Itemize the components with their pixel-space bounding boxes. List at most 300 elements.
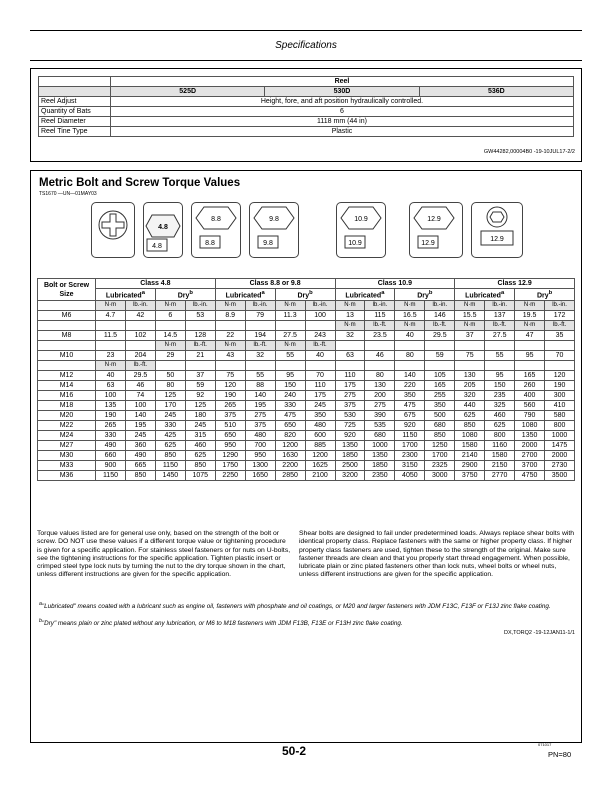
torque-value: 1750 — [215, 461, 245, 471]
torque-value: 200 — [365, 391, 395, 401]
torque-value: 1650 — [245, 471, 275, 481]
torque-value: 1300 — [245, 461, 275, 471]
reel-row-value: 1118 mm (44 in) — [111, 117, 574, 127]
torque-value: 2900 — [455, 461, 485, 471]
torque-value: 3000 — [425, 471, 455, 481]
torque-value: 300 — [545, 391, 575, 401]
torque-value: 350 — [395, 391, 425, 401]
torque-value: 460 — [185, 441, 215, 451]
torque-value: 92 — [185, 391, 215, 401]
torque-value: 4050 — [395, 471, 425, 481]
table-row — [39, 97, 574, 107]
torque-value: 330 — [275, 401, 305, 411]
torque-value: 3750 — [455, 471, 485, 481]
torque-value: 46 — [125, 381, 155, 391]
torque-value: 80 — [155, 381, 185, 391]
torque-value: 850 — [425, 431, 455, 441]
torque-value: 146 — [425, 311, 455, 321]
dry-header: Dry$^b$ — [395, 289, 455, 301]
note-left: Torque values listed are for general use only, based on the strength of the bolt or screw. DO NOT use these values if a different torque value or tightening procedure is given for a specific application. For stainless steel fasteners or for nuts on U-bolts, see the tightening instructions for the specific application. Tighten plastic insert or crimped steel type lock nuts by turning the nut to the dry torque shown in the chart, unless different instructions are given for the specific application. — [37, 530, 291, 579]
bolt-size: M16 — [38, 391, 96, 401]
torque-value: 390 — [365, 411, 395, 421]
reel-row-label: Quantity of Bats — [39, 107, 111, 117]
torque-table — [37, 278, 575, 481]
nut-label: 10.9 — [348, 240, 362, 247]
torque-value: 110 — [335, 371, 365, 381]
torque-value: 1850 — [365, 461, 395, 471]
nut-label: 9.8 — [263, 240, 273, 247]
torque-value: 19.5 — [515, 311, 545, 321]
torque-value: 315 — [185, 431, 215, 441]
torque-value: 63 — [96, 381, 126, 391]
torque-value: 150 — [275, 381, 305, 391]
torque-value: 1580 — [485, 451, 515, 461]
socket-head-12-9-icon — [471, 202, 523, 258]
torque-value: 4.7 — [96, 311, 126, 321]
table-row — [39, 117, 574, 127]
torque-value: 40 — [395, 331, 425, 341]
torque-value: 140 — [125, 411, 155, 421]
torque-value: 790 — [515, 411, 545, 421]
torque-value: 32 — [245, 351, 275, 361]
torque-value: 330 — [96, 431, 126, 441]
torque-value: 650 — [275, 421, 305, 431]
unit-label: N·m — [515, 321, 545, 331]
table-row — [38, 461, 575, 471]
nut-4-8-icon — [143, 237, 183, 263]
torque-value: 410 — [545, 401, 575, 411]
torque-value: 1080 — [455, 431, 485, 441]
torque-title: Metric Bolt and Screw Torque Values — [39, 177, 241, 189]
unit-label — [125, 321, 155, 331]
unit-label: N·m — [96, 361, 126, 371]
torque-value: 275 — [365, 401, 395, 411]
unit-label: lb.-in. — [485, 301, 515, 311]
unit-label — [365, 341, 395, 351]
unit-label: lb.-ft. — [185, 341, 215, 351]
table-row — [38, 391, 575, 401]
unit-label: lb.-ft. — [245, 341, 275, 351]
footnote-b: $^b$"Dry" means plain or zinc plated without any lubrication, or M6 to M18 fasteners with JDM F13B, F13E or F13H zinc flake coating. — [39, 618, 403, 628]
table-row — [38, 411, 575, 421]
torque-value: 102 — [125, 331, 155, 341]
torque-value: 1075 — [185, 471, 215, 481]
bolt-size: M12 — [38, 371, 96, 381]
torque-value: 40 — [96, 371, 126, 381]
unit-label — [425, 341, 455, 351]
unit-label: lb.-ft. — [545, 321, 575, 331]
unit-label: N·m — [455, 301, 485, 311]
torque-value: 11.3 — [275, 311, 305, 321]
torque-value: 137 — [485, 311, 515, 321]
unit-label: lb.-ft. — [305, 341, 335, 351]
torque-value: 75 — [455, 351, 485, 361]
torque-value: 460 — [485, 411, 515, 421]
torque-value: 8.9 — [215, 311, 245, 321]
unit-row — [38, 361, 575, 371]
bolt-head-8-8-icon — [191, 202, 241, 258]
torque-value: 55 — [275, 351, 305, 361]
unit-label: N·m — [515, 301, 545, 311]
unit-label — [515, 361, 545, 371]
reel-row-label: Reel Tine Type — [39, 127, 111, 137]
unit-label — [155, 321, 185, 331]
torque-value: 2150 — [485, 461, 515, 471]
unit-label — [545, 361, 575, 371]
torque-value: 43 — [215, 351, 245, 361]
lubricated-header: Lubricated$^a$ — [455, 289, 515, 301]
unit-label — [275, 321, 305, 331]
torque-value: 725 — [335, 421, 365, 431]
part-number: PN=80 — [548, 750, 572, 759]
unit-label — [245, 321, 275, 331]
unit-label: lb.-in. — [365, 301, 395, 311]
torque-value: 260 — [515, 381, 545, 391]
bolt-size: M27 — [38, 441, 96, 451]
reel-title: Reel — [111, 77, 574, 87]
torque-value: 220 — [395, 381, 425, 391]
torque-value: 140 — [245, 391, 275, 401]
torque-value: 580 — [545, 411, 575, 421]
torque-value: 850 — [185, 461, 215, 471]
torque-value: 475 — [275, 411, 305, 421]
bolt-size: M24 — [38, 431, 96, 441]
torque-value: 625 — [455, 411, 485, 421]
torque-value: 88 — [245, 381, 275, 391]
torque-value: 175 — [335, 381, 365, 391]
torque-figure-id: TS1670 —UN—01MAY03 — [39, 191, 97, 197]
torque-value: 11.5 — [96, 331, 126, 341]
torque-value: 920 — [395, 421, 425, 431]
torque-value: 59 — [185, 381, 215, 391]
reel-table — [38, 76, 574, 137]
torque-value: 194 — [245, 331, 275, 341]
bolt-size: M10 — [38, 351, 96, 361]
unit-row — [38, 301, 575, 311]
torque-value: 13 — [335, 311, 365, 321]
torque-value: 165 — [515, 371, 545, 381]
unit-label: lb.-in. — [245, 301, 275, 311]
page-header — [30, 30, 582, 61]
torque-value: 490 — [125, 451, 155, 461]
torque-value: 110 — [305, 381, 335, 391]
torque-value: 1350 — [335, 441, 365, 451]
torque-value: 180 — [185, 411, 215, 421]
torque-value: 70 — [545, 351, 575, 361]
socket-label: 12.9 — [490, 236, 504, 243]
torque-value: 535 — [365, 421, 395, 431]
nut-label: 4.8 — [152, 243, 162, 250]
page-number: 50-2 — [282, 744, 307, 758]
unit-label: N·m — [335, 301, 365, 311]
bolt-size: M14 — [38, 381, 96, 391]
torque-value: 850 — [455, 421, 485, 431]
torque-value: 1000 — [365, 441, 395, 451]
torque-value: 475 — [395, 401, 425, 411]
bolt-head-9-8-icon — [249, 202, 299, 258]
unit-label: N·m — [275, 301, 305, 311]
bolt-size: M8 — [38, 331, 96, 341]
torque-value: 2350 — [365, 471, 395, 481]
torque-value: 920 — [335, 431, 365, 441]
bolt-size: M30 — [38, 451, 96, 461]
phillips-head-icon — [91, 202, 135, 258]
table-row — [39, 107, 574, 117]
reel-row-value: Plastic — [111, 127, 574, 137]
torque-value: 1150 — [96, 471, 126, 481]
reel-row-value: 6 — [111, 107, 574, 117]
torque-value: 27.5 — [485, 331, 515, 341]
torque-value: 1150 — [395, 431, 425, 441]
table-row — [38, 311, 575, 321]
reel-row-label: Reel Diameter — [39, 117, 111, 127]
torque-value: 245 — [305, 401, 335, 411]
unit-label — [185, 321, 215, 331]
torque-value: 490 — [96, 441, 126, 451]
unit-label — [215, 321, 245, 331]
torque-value: 47 — [515, 331, 545, 341]
torque-value: 1630 — [275, 451, 305, 461]
unit-label — [455, 361, 485, 371]
torque-value: 1160 — [485, 441, 515, 451]
torque-value: 3500 — [545, 471, 575, 481]
torque-value: 255 — [425, 391, 455, 401]
torque-value: 70 — [305, 371, 335, 381]
torque-value: 625 — [155, 441, 185, 451]
unit-row — [38, 341, 575, 351]
torque-value: 100 — [125, 401, 155, 411]
torque-value: 55 — [485, 351, 515, 361]
torque-ref-code: DX,TORQ2 -19-12JAN11-1/1 — [503, 630, 575, 636]
unit-label — [275, 361, 305, 371]
torque-value: 195 — [245, 401, 275, 411]
torque-value: 1700 — [425, 451, 455, 461]
torque-value: 1200 — [275, 441, 305, 451]
bolt-head-10-9-icon — [336, 202, 386, 258]
torque-value: 1625 — [305, 461, 335, 471]
torque-value: 400 — [515, 391, 545, 401]
table-cell — [38, 321, 96, 331]
unit-label — [215, 361, 245, 371]
torque-value: 32 — [335, 331, 365, 341]
torque-value: 265 — [96, 421, 126, 431]
torque-value: 190 — [545, 381, 575, 391]
table-row — [38, 371, 575, 381]
table-row — [38, 451, 575, 461]
table-row — [38, 401, 575, 411]
torque-value: 320 — [455, 391, 485, 401]
torque-value: 95 — [275, 371, 305, 381]
torque-value: 375 — [215, 411, 245, 421]
unit-label — [515, 341, 545, 351]
torque-value: 2770 — [485, 471, 515, 481]
torque-value: 37 — [455, 331, 485, 341]
torque-value: 800 — [485, 431, 515, 441]
unit-label — [335, 361, 365, 371]
torque-value: 600 — [305, 431, 335, 441]
reel-ref-code: GW44282,00004B0 -19-10JUL17-2/2 — [483, 149, 575, 155]
torque-value: 165 — [425, 381, 455, 391]
class-header: Class 4.8 — [96, 279, 216, 289]
torque-value: 150 — [485, 381, 515, 391]
unit-label: N·m — [335, 321, 365, 331]
torque-value: 35 — [545, 331, 575, 341]
torque-value: 360 — [125, 441, 155, 451]
unit-label: lb.-ft. — [365, 321, 395, 331]
torque-value: 1150 — [155, 461, 185, 471]
table-row — [39, 127, 574, 137]
torque-value: 14.5 — [155, 331, 185, 341]
nut-label: 12.9 — [421, 240, 435, 247]
lubricated-header: Lubricated$^a$ — [335, 289, 395, 301]
torque-value: 22 — [215, 331, 245, 341]
torque-value: 27.5 — [275, 331, 305, 341]
torque-value: 1080 — [515, 421, 545, 431]
torque-value: 120 — [545, 371, 575, 381]
torque-value: 3200 — [335, 471, 365, 481]
torque-value: 500 — [425, 411, 455, 421]
torque-value: 350 — [425, 401, 455, 411]
reel-spec-box — [30, 68, 582, 162]
torque-value: 29.5 — [425, 331, 455, 341]
torque-value: 1475 — [545, 441, 575, 451]
unit-label: N·m — [155, 301, 185, 311]
torque-value: 23.5 — [365, 331, 395, 341]
torque-value: 15.5 — [455, 311, 485, 321]
torque-value: 2300 — [395, 451, 425, 461]
class-header: Class 12.9 — [455, 279, 575, 289]
torque-value: 128 — [185, 331, 215, 341]
torque-value: 53 — [185, 311, 215, 321]
unit-label: lb.-in. — [305, 301, 335, 311]
torque-value: 650 — [215, 431, 245, 441]
torque-value: 480 — [245, 431, 275, 441]
table-row — [38, 431, 575, 441]
torque-value: 2100 — [305, 471, 335, 481]
torque-value: 1250 — [425, 441, 455, 451]
unit-label — [485, 361, 515, 371]
torque-value: 74 — [125, 391, 155, 401]
torque-value: 29.5 — [125, 371, 155, 381]
unit-label — [425, 361, 455, 371]
torque-value: 510 — [215, 421, 245, 431]
torque-value: 675 — [395, 411, 425, 421]
torque-box — [30, 170, 582, 743]
torque-value: 130 — [365, 381, 395, 391]
torque-value: 190 — [96, 411, 126, 421]
torque-value: 1350 — [365, 451, 395, 461]
table-cell — [38, 341, 96, 351]
torque-value: 23 — [96, 351, 126, 361]
torque-value: 100 — [96, 391, 126, 401]
unit-label: N·m — [215, 341, 245, 351]
torque-value: 245 — [185, 421, 215, 431]
torque-value: 59 — [425, 351, 455, 361]
torque-value: 625 — [485, 421, 515, 431]
bolt-head-label: 4.8 — [158, 224, 168, 231]
torque-value: 195 — [125, 421, 155, 431]
torque-value: 205 — [455, 381, 485, 391]
torque-value: 700 — [245, 441, 275, 451]
torque-value: 204 — [125, 351, 155, 361]
torque-value: 2200 — [275, 461, 305, 471]
torque-value: 243 — [305, 331, 335, 341]
torque-value: 29 — [155, 351, 185, 361]
torque-value: 325 — [485, 401, 515, 411]
dry-header: Dry$^b$ — [275, 289, 335, 301]
torque-value: 63 — [335, 351, 365, 361]
unit-label — [485, 341, 515, 351]
torque-value: 1580 — [455, 441, 485, 451]
reel-row-value: Height, fore, and aft position hydraulically controlled. — [111, 97, 574, 107]
torque-value: 245 — [155, 411, 185, 421]
torque-value: 2730 — [545, 461, 575, 471]
bolt-head-label: 12.9 — [427, 216, 441, 223]
torque-value: 245 — [125, 431, 155, 441]
unit-label: lb.-in. — [545, 301, 575, 311]
table-row — [38, 331, 575, 341]
torque-value: 885 — [305, 441, 335, 451]
class-header: Class 8.8 or 9.8 — [215, 279, 335, 289]
table-row — [38, 441, 575, 451]
class-header: Class 10.9 — [335, 279, 455, 289]
bolt-size: M6 — [38, 311, 96, 321]
torque-value: 660 — [96, 451, 126, 461]
unit-label: N·m — [455, 321, 485, 331]
torque-value: 275 — [245, 411, 275, 421]
torque-value: 425 — [155, 431, 185, 441]
bolt-size: M36 — [38, 471, 96, 481]
footnote-a: $^a$"Lubricated" means coated with a lubricant such as engine oil, fasteners with phosphate and oil coatings, or M20 and larger fasteners with JDM F13C, F13F or F13J zinc flake coating. — [39, 601, 551, 611]
unit-label: N·m — [395, 321, 425, 331]
reel-row-label: Reel Adjust — [39, 97, 111, 107]
torque-value: 115 — [365, 311, 395, 321]
table-row — [38, 421, 575, 431]
unit-label — [96, 341, 126, 351]
torque-value: 665 — [125, 461, 155, 471]
unit-label: N·m — [155, 341, 185, 351]
unit-label — [245, 361, 275, 371]
torque-value: 40 — [305, 351, 335, 361]
torque-value: 1200 — [305, 451, 335, 461]
torque-value: 560 — [515, 401, 545, 411]
torque-value: 530 — [335, 411, 365, 421]
torque-value: 100 — [305, 311, 335, 321]
header-title: Specifications — [275, 40, 337, 51]
unit-label: lb.-in. — [125, 301, 155, 311]
torque-value: 170 — [155, 401, 185, 411]
torque-value: 130 — [455, 371, 485, 381]
torque-value: 1850 — [335, 451, 365, 461]
torque-value: 172 — [545, 311, 575, 321]
bolt-size: M18 — [38, 401, 96, 411]
torque-value: 625 — [185, 451, 215, 461]
torque-value: 55 — [245, 371, 275, 381]
torque-value: 21 — [185, 351, 215, 361]
bolt-head-label: 8.8 — [211, 216, 221, 223]
torque-value: 820 — [275, 431, 305, 441]
reel-col-header: 536D — [419, 87, 573, 97]
unit-label — [305, 321, 335, 331]
torque-value: 2850 — [275, 471, 305, 481]
torque-value: 46 — [365, 351, 395, 361]
torque-value: 2140 — [455, 451, 485, 461]
torque-value: 42 — [125, 311, 155, 321]
torque-value: 80 — [365, 371, 395, 381]
bolt-head-label: 10.9 — [354, 216, 368, 223]
table-row — [38, 471, 575, 481]
torque-value: 190 — [215, 391, 245, 401]
